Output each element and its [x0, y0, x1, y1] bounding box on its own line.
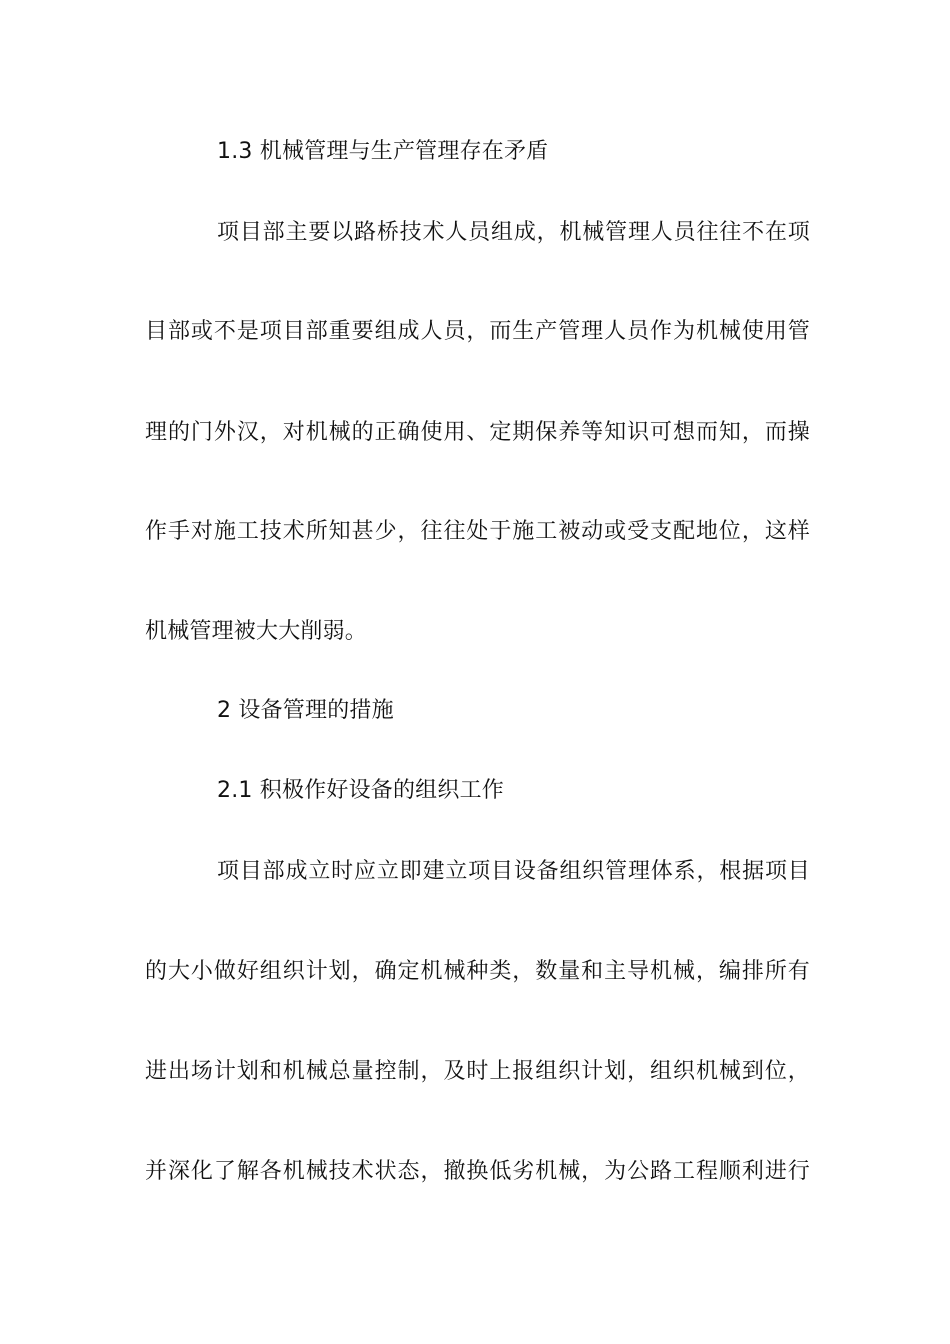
paragraph-line: 进出场计划和机械总量控制，及时上报组织计划，组织机械到位， [145, 1059, 810, 1084]
paragraph-line: 并深化了解各机械技术状态，撤换低劣机械，为公路工程顺利进行 [145, 1159, 810, 1184]
paragraph-line: 作手对施工技术所知甚少，往往处于施工被动或受支配地位，这样 [145, 519, 810, 544]
paragraph-line: 目部或不是项目部重要组成人员，而生产管理人员作为机械使用管 [145, 319, 810, 344]
paragraph-line: 项目部成立时应立即建立项目设备组织管理体系，根据项目 [217, 859, 810, 884]
section-heading-2: 2 设备管理的措施 [217, 698, 394, 723]
paragraph-line: 机械管理被大大削弱。 [145, 619, 368, 644]
paragraph-line: 理的门外汉，对机械的正确使用、定期保养等知识可想而知，而操 [145, 420, 810, 445]
section-heading-1-3: 1.3 机械管理与生产管理存在矛盾 [217, 139, 549, 164]
section-heading-2-1: 2.1 积极作好设备的组织工作 [217, 778, 504, 803]
paragraph-line: 的大小做好组织计划，确定机械种类，数量和主导机械，编排所有 [145, 959, 810, 984]
paragraph-line: 项目部主要以路桥技术人员组成，机械管理人员往往不在项 [217, 220, 810, 245]
